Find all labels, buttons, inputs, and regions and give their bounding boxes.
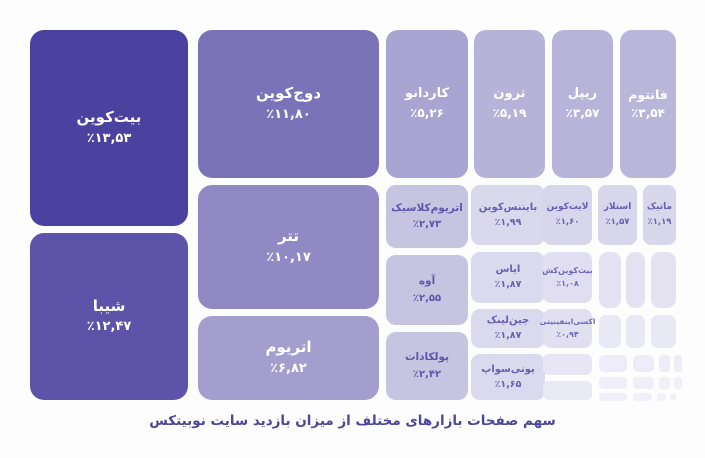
tile-label: بیت‌کوین bbox=[76, 108, 142, 127]
tile-value: ٪۱۳,۵۳ bbox=[86, 130, 132, 146]
tile-value: ٪۱,۹۹ bbox=[494, 216, 522, 228]
tile-unlabeled bbox=[659, 377, 670, 389]
tile-unlabeled bbox=[657, 393, 666, 401]
tile-stellar bbox=[598, 185, 637, 245]
tile-label: ترون bbox=[493, 86, 526, 102]
tile-label: بایننس‌کوین bbox=[478, 201, 538, 213]
tile-label: اتریوم‌کلاسیک bbox=[391, 201, 463, 214]
tile-unlabeled bbox=[670, 393, 676, 401]
tile-value: ٪۱۰,۱۷ bbox=[266, 249, 311, 265]
tile-label: چین‌لینک bbox=[486, 315, 530, 327]
tile-unlabeled bbox=[633, 393, 652, 401]
tile-binance-coin bbox=[471, 185, 545, 245]
tile-ethereum-classic bbox=[386, 185, 468, 248]
tile-label: فانتوم bbox=[628, 86, 668, 102]
tile-unlabeled bbox=[626, 252, 645, 308]
tile-shiba bbox=[30, 233, 188, 400]
tile-ethereum bbox=[198, 316, 379, 400]
tile-unlabeled bbox=[633, 377, 654, 389]
tile-unlabeled bbox=[599, 315, 621, 348]
tile-label: ماتیک bbox=[646, 202, 673, 213]
tile-value: ٪۵,۲۶ bbox=[410, 106, 444, 121]
tile-label: اکسی‌اینفینیتی bbox=[539, 316, 596, 326]
tile-value: ٪۳,۵۷ bbox=[565, 106, 600, 121]
tile-label: دوج‌کوین bbox=[255, 84, 322, 103]
tile-axie-infinity bbox=[539, 309, 596, 348]
tile-unlabeled bbox=[599, 393, 627, 401]
tile-label: آوه bbox=[418, 275, 436, 288]
tile-unlabeled bbox=[659, 355, 670, 372]
tile-litecoin bbox=[543, 185, 592, 245]
tile-value: ٪۱,۸۷ bbox=[494, 330, 522, 342]
tile-label: استلار bbox=[603, 202, 632, 213]
tile-value: ٪۶,۸۲ bbox=[270, 360, 307, 376]
tile-label: اتریوم bbox=[265, 338, 312, 357]
tile-bitcoin bbox=[30, 30, 188, 226]
tile-value: ٪۵,۱۹ bbox=[492, 106, 527, 121]
tile-unlabeled bbox=[674, 377, 682, 389]
tile-label: پولکادات bbox=[404, 351, 450, 364]
tile-unlabeled bbox=[543, 381, 592, 400]
tile-label: یونی‌سواپ bbox=[481, 363, 535, 375]
tile-eos bbox=[471, 252, 545, 303]
tile-unlabeled bbox=[633, 355, 654, 372]
tile-value: ٪۰,۹۴ bbox=[556, 329, 579, 339]
tile-label: ریپل bbox=[567, 86, 598, 102]
tile-chainlink bbox=[471, 309, 545, 348]
tile-ripple bbox=[552, 30, 613, 178]
tile-tether bbox=[198, 185, 379, 309]
tile-label: بیت‌کوین‌کش bbox=[542, 265, 593, 275]
tile-label: ایاس bbox=[495, 264, 521, 276]
chart-caption: سهم صفحات بازارهای مختلف از میزان بازدید سایت نوبیتکس bbox=[149, 413, 556, 429]
tile-label: تتر bbox=[277, 227, 300, 246]
tile-value: ٪۳,۵۴ bbox=[631, 105, 665, 120]
tile-value: ٪۲,۵۵ bbox=[412, 292, 442, 304]
tile-value: ٪۱,۶۵ bbox=[494, 378, 522, 390]
tile-cardano bbox=[386, 30, 468, 178]
tile-value: ٪۱,۰۸ bbox=[556, 279, 579, 288]
tile-value: ٪۱۲,۴۷ bbox=[86, 319, 132, 335]
tile-matic bbox=[643, 185, 676, 245]
tile-unlabeled bbox=[599, 252, 621, 308]
tile-value: ٪۱۱,۸۰ bbox=[266, 106, 311, 122]
tile-uniswap bbox=[471, 354, 545, 400]
tile-unlabeled bbox=[599, 355, 627, 372]
tile-value: ٪۲,۷۳ bbox=[412, 219, 442, 231]
tile-fantom bbox=[620, 30, 676, 178]
tile-unlabeled bbox=[543, 354, 592, 375]
tile-unlabeled bbox=[599, 377, 627, 389]
tile-value: ٪۱,۵۷ bbox=[605, 216, 630, 227]
tile-bitcoin-cash bbox=[543, 252, 592, 303]
tile-unlabeled bbox=[651, 315, 676, 348]
tile-unlabeled bbox=[626, 315, 645, 348]
tile-polkadot bbox=[386, 332, 468, 400]
tile-value: ٪۲,۴۲ bbox=[412, 368, 442, 380]
tile-value: ٪۱,۱۹ bbox=[647, 216, 672, 227]
tile-label: کاردانو bbox=[404, 86, 450, 102]
tile-value: ٪۱,۶۰ bbox=[555, 216, 580, 227]
tile-tron bbox=[474, 30, 545, 178]
tile-label: لایت‌کوین bbox=[546, 202, 589, 213]
tile-aave bbox=[386, 255, 468, 325]
tile-dogecoin bbox=[198, 30, 379, 178]
tile-unlabeled bbox=[674, 355, 682, 372]
tile-unlabeled bbox=[651, 252, 676, 308]
tile-value: ٪۱,۸۷ bbox=[494, 279, 522, 291]
tile-label: شیبا bbox=[92, 296, 126, 315]
